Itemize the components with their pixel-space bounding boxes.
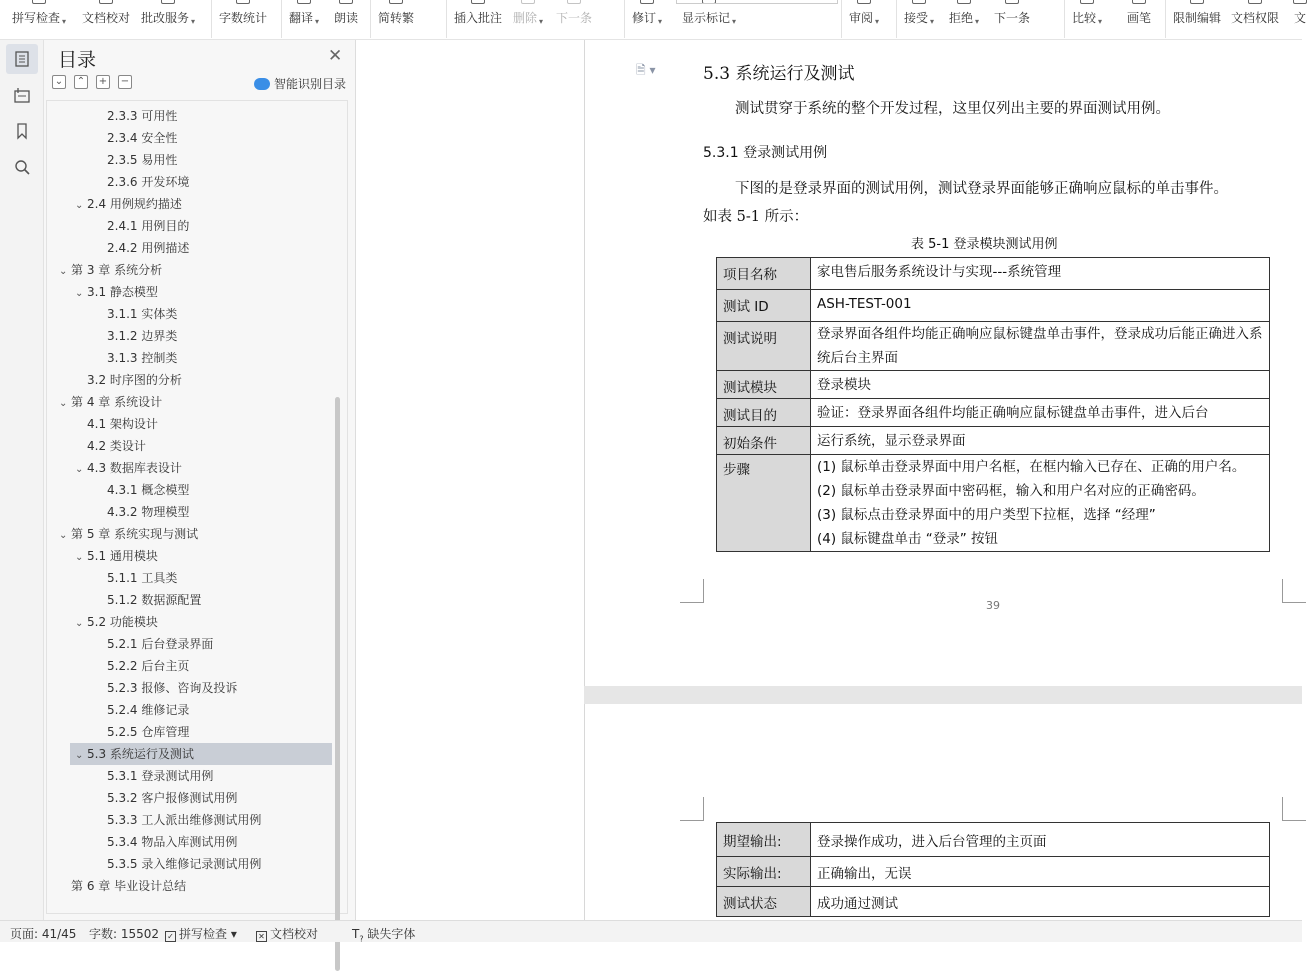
toc-item[interactable] [47, 215, 333, 237]
ribbon-separator [370, 0, 371, 38]
chevron-down-icon[interactable]: ⌄ [75, 552, 84, 563]
toc-item-label: 3.1.3 控制类 [107, 351, 178, 365]
table-key-cell: 测试 ID [717, 290, 811, 322]
ribbon-button[interactable] [141, 0, 195, 40]
toc-item[interactable] [47, 765, 333, 787]
ribbon-icon [1005, 0, 1019, 4]
toc-item-label: 5.2 功能模块 [87, 615, 158, 629]
smart-toc-button[interactable] [254, 75, 346, 92]
toc-item[interactable] [47, 149, 333, 171]
step-line: (1) 鼠标单击登录界面中用户名框，在框内输入已存在、正确的用户名。 [817, 459, 1246, 475]
ribbon-icon [99, 0, 113, 4]
ribbon-icon [297, 0, 311, 4]
ribbon-label: 下一条 [556, 11, 593, 25]
ribbon-button[interactable] [378, 0, 414, 40]
toc-item-label: 5.3.4 物品入库测试用例 [107, 835, 238, 849]
chevron-down-icon: ▾ [191, 17, 196, 26]
table-key-cell: 测试状态 [717, 887, 811, 917]
ribbon-label: 限制编辑 [1173, 11, 1222, 25]
toc-item[interactable] [47, 787, 333, 809]
ribbon-separator [446, 0, 447, 38]
ribbon-label: 显示标记 [682, 11, 731, 25]
table-row [717, 399, 1270, 427]
ribbon-icon [389, 0, 403, 4]
chevron-down-icon: ▾ [930, 17, 935, 26]
ribbon-label: 接受 [904, 11, 929, 25]
toc-item-label: 4.3.2 物理模型 [107, 505, 190, 519]
toc-item-label: 4.3 数据库表设计 [87, 461, 182, 475]
ribbon-label: 拼写检查 [12, 11, 61, 25]
toc-item[interactable] [47, 611, 333, 633]
toc-item[interactable] [47, 567, 333, 589]
ribbon-label: 插入批注 [454, 11, 503, 25]
toc-item-label: 5.1 通用模块 [87, 549, 158, 563]
table-value-cell: 登录界面各组件均能正确响应鼠标键盘单击事件，登录成功后能正确进入系统后台主界面 [811, 322, 1270, 371]
toc-item-label: 5.1.1 工具类 [107, 571, 178, 585]
ribbon-icon [957, 0, 971, 4]
intro-paragraph: 测试贯穿于系统的整个开发过程，这里仅列出主要的界面测试用例。 [735, 101, 1170, 117]
page-corner-mark [680, 579, 704, 603]
ribbon-label: 简转繁 [378, 11, 415, 25]
proof-icon: ✕ [256, 931, 267, 942]
page-corner-mark [1282, 797, 1306, 821]
toc-item-label: 5.2.2 后台主页 [107, 659, 190, 673]
page-corner-mark [1282, 579, 1306, 603]
ribbon-separator [896, 0, 897, 38]
steps-cell [811, 455, 1270, 552]
document-margin [356, 40, 584, 920]
toc-item[interactable] [47, 501, 333, 523]
table-value-cell: 成功通过测试 [811, 887, 1270, 917]
toc-item-label: 第 6 章 毕业设计总结 [71, 879, 187, 893]
toc-item[interactable] [70, 743, 332, 765]
ribbon-separator [1165, 0, 1166, 38]
ribbon-button[interactable] [82, 0, 130, 40]
toc-item[interactable] [47, 523, 333, 545]
toc-item-label: 2.3.3 可用性 [107, 109, 178, 123]
toc-list [46, 100, 348, 914]
toc-item[interactable] [47, 677, 333, 699]
expand-up-icon[interactable]: ⌃ [74, 75, 88, 89]
table-key-cell: 项目名称 [717, 258, 811, 290]
ribbon-separator [841, 0, 842, 38]
toc-item[interactable] [47, 171, 333, 193]
add-icon[interactable]: + [96, 75, 110, 89]
toc-item-label: 3.1 静态模型 [87, 285, 158, 299]
ribbon-icon [521, 0, 535, 4]
toc-item[interactable] [47, 699, 333, 721]
test-result-table [716, 822, 1270, 917]
ribbon-button[interactable] [949, 0, 979, 40]
ribbon-button[interactable] [632, 0, 662, 40]
toc-item-label: 5.3 系统运行及测试 [87, 747, 194, 761]
ribbon-separator [1064, 0, 1065, 38]
chevron-down-icon[interactable]: ⌄ [75, 288, 84, 299]
table-key-cell: 步骤 [717, 455, 811, 552]
ribbon-icon [1132, 0, 1146, 4]
table-key-cell: 测试模块 [717, 371, 811, 399]
ribbon-icon [161, 0, 175, 4]
ribbon-icon [1293, 0, 1307, 4]
search-icon[interactable] [6, 152, 38, 182]
toc-item-label: 2.4.1 用例目的 [107, 219, 190, 233]
table-value-cell: 登录操作成功，进入后台管理的主页面 [811, 823, 1270, 857]
chevron-down-icon[interactable]: ⌄ [75, 750, 84, 761]
ai-icon [254, 78, 270, 90]
page-indicator[interactable]: 页面: 41/45 [10, 927, 77, 941]
toc-item[interactable] [47, 589, 333, 611]
toc-title: 目录 [58, 49, 97, 71]
subsection-heading: 5.3.1 登录测试用例 [703, 145, 828, 161]
toc-item[interactable] [47, 853, 333, 875]
ribbon-button[interactable] [1127, 0, 1151, 40]
paragraph-line: 如表 5-1 所示： [703, 209, 809, 225]
ribbon-icon [912, 0, 926, 4]
table-key-cell: 实际输出: [717, 857, 811, 887]
toc-item[interactable] [47, 875, 333, 897]
chevron-down-icon: ▾ [1098, 17, 1103, 26]
page-corner-mark [680, 797, 704, 821]
table-row [717, 371, 1270, 399]
table-key-cell: 测试目的 [717, 399, 811, 427]
toc-item[interactable] [47, 369, 333, 391]
toc-item-label: 第 5 章 系统实现与测试 [71, 527, 199, 541]
toc-tools [52, 75, 132, 89]
toc-item[interactable] [47, 303, 333, 325]
toc-item[interactable] [47, 259, 333, 281]
toc-item-label: 5.3.3 工人派出维修测试用例 [107, 813, 262, 827]
ribbon-separator [624, 0, 625, 38]
toc-item[interactable] [47, 721, 333, 743]
chevron-down-icon[interactable]: ⌄ [75, 200, 84, 211]
smart-toc-label: 智能识别目录 [274, 77, 347, 91]
toc-item-label: 5.2.4 维修记录 [107, 703, 190, 717]
test-case-table [716, 257, 1270, 552]
chevron-down-icon: ▾ [875, 17, 880, 26]
table-value-cell: 正确输出，无误 [811, 857, 1270, 887]
table-caption: 表 5-1 登录模块测试用例 [911, 237, 1058, 252]
ribbon-button[interactable] [556, 0, 592, 40]
ribbon-button[interactable] [219, 0, 267, 40]
proofread-label: 文档校对 [270, 927, 319, 941]
ribbon-button[interactable] [904, 0, 934, 40]
collapse-all-icon[interactable]: ⌄ [52, 75, 66, 89]
table-row [717, 455, 1270, 552]
close-icon[interactable]: ✕ [328, 46, 343, 66]
ribbon-button[interactable] [682, 0, 736, 40]
toc-item-label: 2.3.4 安全性 [107, 131, 178, 145]
toc-item-label: 3.2 时序图的分析 [87, 373, 182, 387]
chevron-down-icon: ▾ [975, 17, 980, 26]
ribbon-toolbar [0, 0, 1307, 40]
proofread-status[interactable] [256, 925, 318, 942]
toc-item[interactable] [47, 633, 333, 655]
ribbon-button[interactable] [513, 0, 543, 40]
chevron-down-icon[interactable]: ⌄ [75, 464, 84, 475]
ribbon-icon [640, 0, 654, 4]
toc-item[interactable] [47, 281, 333, 303]
chevron-down-icon: ▾ [539, 17, 544, 26]
scrollbar[interactable] [335, 397, 340, 971]
missing-font-status[interactable]: $T_?$ 缺失字体 [352, 927, 416, 944]
chevron-down-icon: ▾ [315, 17, 320, 26]
ribbon-button[interactable] [1294, 0, 1306, 40]
toc-item-label: 5.1.2 数据源配置 [107, 593, 202, 607]
toc-item-label: 第 4 章 系统设计 [71, 395, 163, 409]
ribbon-icon [1248, 0, 1262, 4]
chevron-down-icon[interactable]: ⌄ [75, 618, 84, 629]
chevron-down-icon[interactable]: ⌄ [59, 398, 68, 409]
ribbon-label: 画笔 [1127, 11, 1152, 25]
toc-item[interactable] [47, 831, 333, 853]
table-value-cell: 登录模块 [811, 371, 1270, 399]
section-heading: 5.3 系统运行及测试 [703, 64, 855, 84]
ribbon-icon [471, 0, 485, 4]
page-separator [584, 686, 1302, 704]
toc-item[interactable] [47, 457, 333, 479]
paragraph-line: 下图的是登录界面的测试用例，测试登录界面能够正确响应鼠标的单击事件。 [735, 181, 1228, 197]
chevron-down-icon: ▾ [62, 17, 67, 26]
table-row [717, 857, 1270, 887]
ribbon-button[interactable] [334, 0, 358, 40]
ribbon-label: 字数统计 [219, 11, 268, 25]
toc-item-label: 3.1.1 实体类 [107, 307, 178, 321]
toc-item[interactable] [47, 193, 333, 215]
ribbon-label: 文档权限 [1231, 11, 1280, 25]
step-line: (2) 鼠标单击登录界面中密码框，输入和用户名对应的正确密码。 [817, 483, 1205, 499]
toc-item[interactable] [47, 545, 333, 567]
word-count[interactable]: 字数: 15502 [89, 927, 160, 941]
ribbon-separator [281, 0, 282, 38]
chevron-down-icon: ▾ [732, 17, 737, 26]
toc-item-label: 5.3.5 录入维修记录测试用例 [107, 857, 262, 871]
toc-item-label: 4.3.1 概念模型 [107, 483, 190, 497]
ribbon-label: 比较 [1072, 11, 1097, 25]
toc-item-label: 3.1.2 边界类 [107, 329, 178, 343]
toc-item[interactable] [47, 435, 333, 457]
ribbon-button[interactable] [289, 0, 319, 40]
ribbon-label: 翻译 [289, 11, 314, 25]
ribbon-label: 修订 [632, 11, 657, 25]
status-bar [0, 920, 1302, 942]
spell-check-label: 拼写检查 [179, 927, 228, 941]
check-icon: ✓ [165, 931, 176, 942]
table-key-cell: 期望输出: [717, 823, 811, 857]
toc-item-label: 5.2.1 后台登录界面 [107, 637, 214, 651]
chapter-nav-icon[interactable] [6, 80, 38, 110]
ribbon-label: 删除 [513, 11, 538, 25]
toc-item-label: 2.4.2 用例描述 [107, 241, 190, 255]
toc-item[interactable] [47, 391, 333, 413]
toc-item-label: 5.3.2 客户报修测试用例 [107, 791, 238, 805]
spell-check-status[interactable]: ✓ 拼写检查 ▾ [165, 925, 237, 942]
ribbon-button[interactable] [454, 0, 502, 40]
table-row [717, 258, 1270, 290]
toc-panel-icon[interactable] [6, 44, 38, 74]
table-row [717, 887, 1270, 917]
toc-item-label: 5.3.1 登录测试用例 [107, 769, 214, 783]
toc-item-label: 5.2.3 报修、咨询及投诉 [107, 681, 238, 695]
toc-pane [44, 40, 356, 920]
step-line: (3) 鼠标点击登录界面中的用户类型下拉框，选择 “经理” [817, 507, 1156, 523]
ribbon-button[interactable] [1231, 0, 1279, 40]
toc-item[interactable] [47, 479, 333, 501]
chevron-down-icon[interactable]: ⌄ [59, 266, 68, 277]
step-line: (4) 鼠标键盘单击 “登录” 按钮 [817, 531, 998, 547]
ribbon-button[interactable] [12, 0, 66, 40]
toc-item[interactable] [47, 237, 333, 259]
table-value-cell: 运行系统，显示登录界面 [811, 427, 1270, 455]
ribbon-label: 朗读 [334, 11, 359, 25]
chevron-down-icon: ▾ [658, 17, 663, 26]
navigation-rail [0, 40, 44, 920]
ribbon-icon [1190, 0, 1204, 4]
ribbon-button[interactable] [1072, 0, 1102, 40]
toc-item-label: 2.3.5 易用性 [107, 153, 178, 167]
ribbon-button[interactable] [849, 0, 879, 40]
toc-item-label: 第 3 章 系统分析 [71, 263, 163, 277]
toc-item[interactable] [47, 325, 333, 347]
toc-item[interactable] [47, 105, 333, 127]
document-options-icon[interactable]: 🗎 ▾ [636, 63, 656, 77]
remove-icon[interactable]: − [118, 75, 132, 89]
table-row [717, 322, 1270, 371]
toc-item[interactable] [47, 809, 333, 831]
ribbon-label: 审阅 [849, 11, 874, 25]
table-row [717, 290, 1270, 322]
table-row [717, 427, 1270, 455]
ribbon-label: 批改服务 [141, 11, 190, 25]
table-key-cell: 测试说明 [717, 322, 811, 371]
toc-item-label: 2.3.6 开发环境 [107, 175, 190, 189]
table-row [717, 823, 1270, 857]
markup-mode-select[interactable] [676, 0, 838, 4]
ribbon-label: 文档校对 [82, 11, 131, 25]
ribbon-icon [339, 0, 353, 4]
toc-item-label: 4.2 类设计 [87, 439, 146, 453]
toc-item-label: 5.2.5 仓库管理 [107, 725, 190, 739]
toc-item[interactable] [47, 347, 333, 369]
ribbon-button[interactable] [994, 0, 1030, 40]
page-number: 39 [986, 599, 1000, 612]
toc-item[interactable] [47, 127, 333, 149]
table-value-cell: ASH-TEST-001 [811, 290, 1270, 322]
ribbon-icon [567, 0, 581, 4]
table-value-cell: 验证：登录界面各组件均能正确响应鼠标键盘单击事件，进入后台 [811, 399, 1270, 427]
ribbon-label: 文 [1294, 11, 1307, 25]
missing-font-label: 缺失字体 [367, 927, 416, 941]
toc-item[interactable] [47, 655, 333, 677]
ribbon-icon [236, 0, 250, 4]
table-value-cell: 家电售后服务系统设计与实现---系统管理 [811, 258, 1270, 290]
ribbon-icon [857, 0, 871, 4]
bookmark-icon[interactable] [6, 116, 38, 146]
ribbon-icon [32, 0, 46, 4]
ribbon-icon [1080, 0, 1094, 4]
toc-item[interactable] [47, 413, 333, 435]
toc-item-label: 2.4 用例规约描述 [87, 197, 182, 211]
toc-item-label: 4.1 架构设计 [87, 417, 158, 431]
ribbon-button[interactable] [1173, 0, 1221, 40]
table-key-cell: 初始条件 [717, 427, 811, 455]
ribbon-label: 拒绝 [949, 11, 974, 25]
ribbon-label: 下一条 [994, 11, 1031, 25]
ribbon-separator [211, 0, 212, 38]
chevron-down-icon[interactable]: ⌄ [59, 530, 68, 541]
